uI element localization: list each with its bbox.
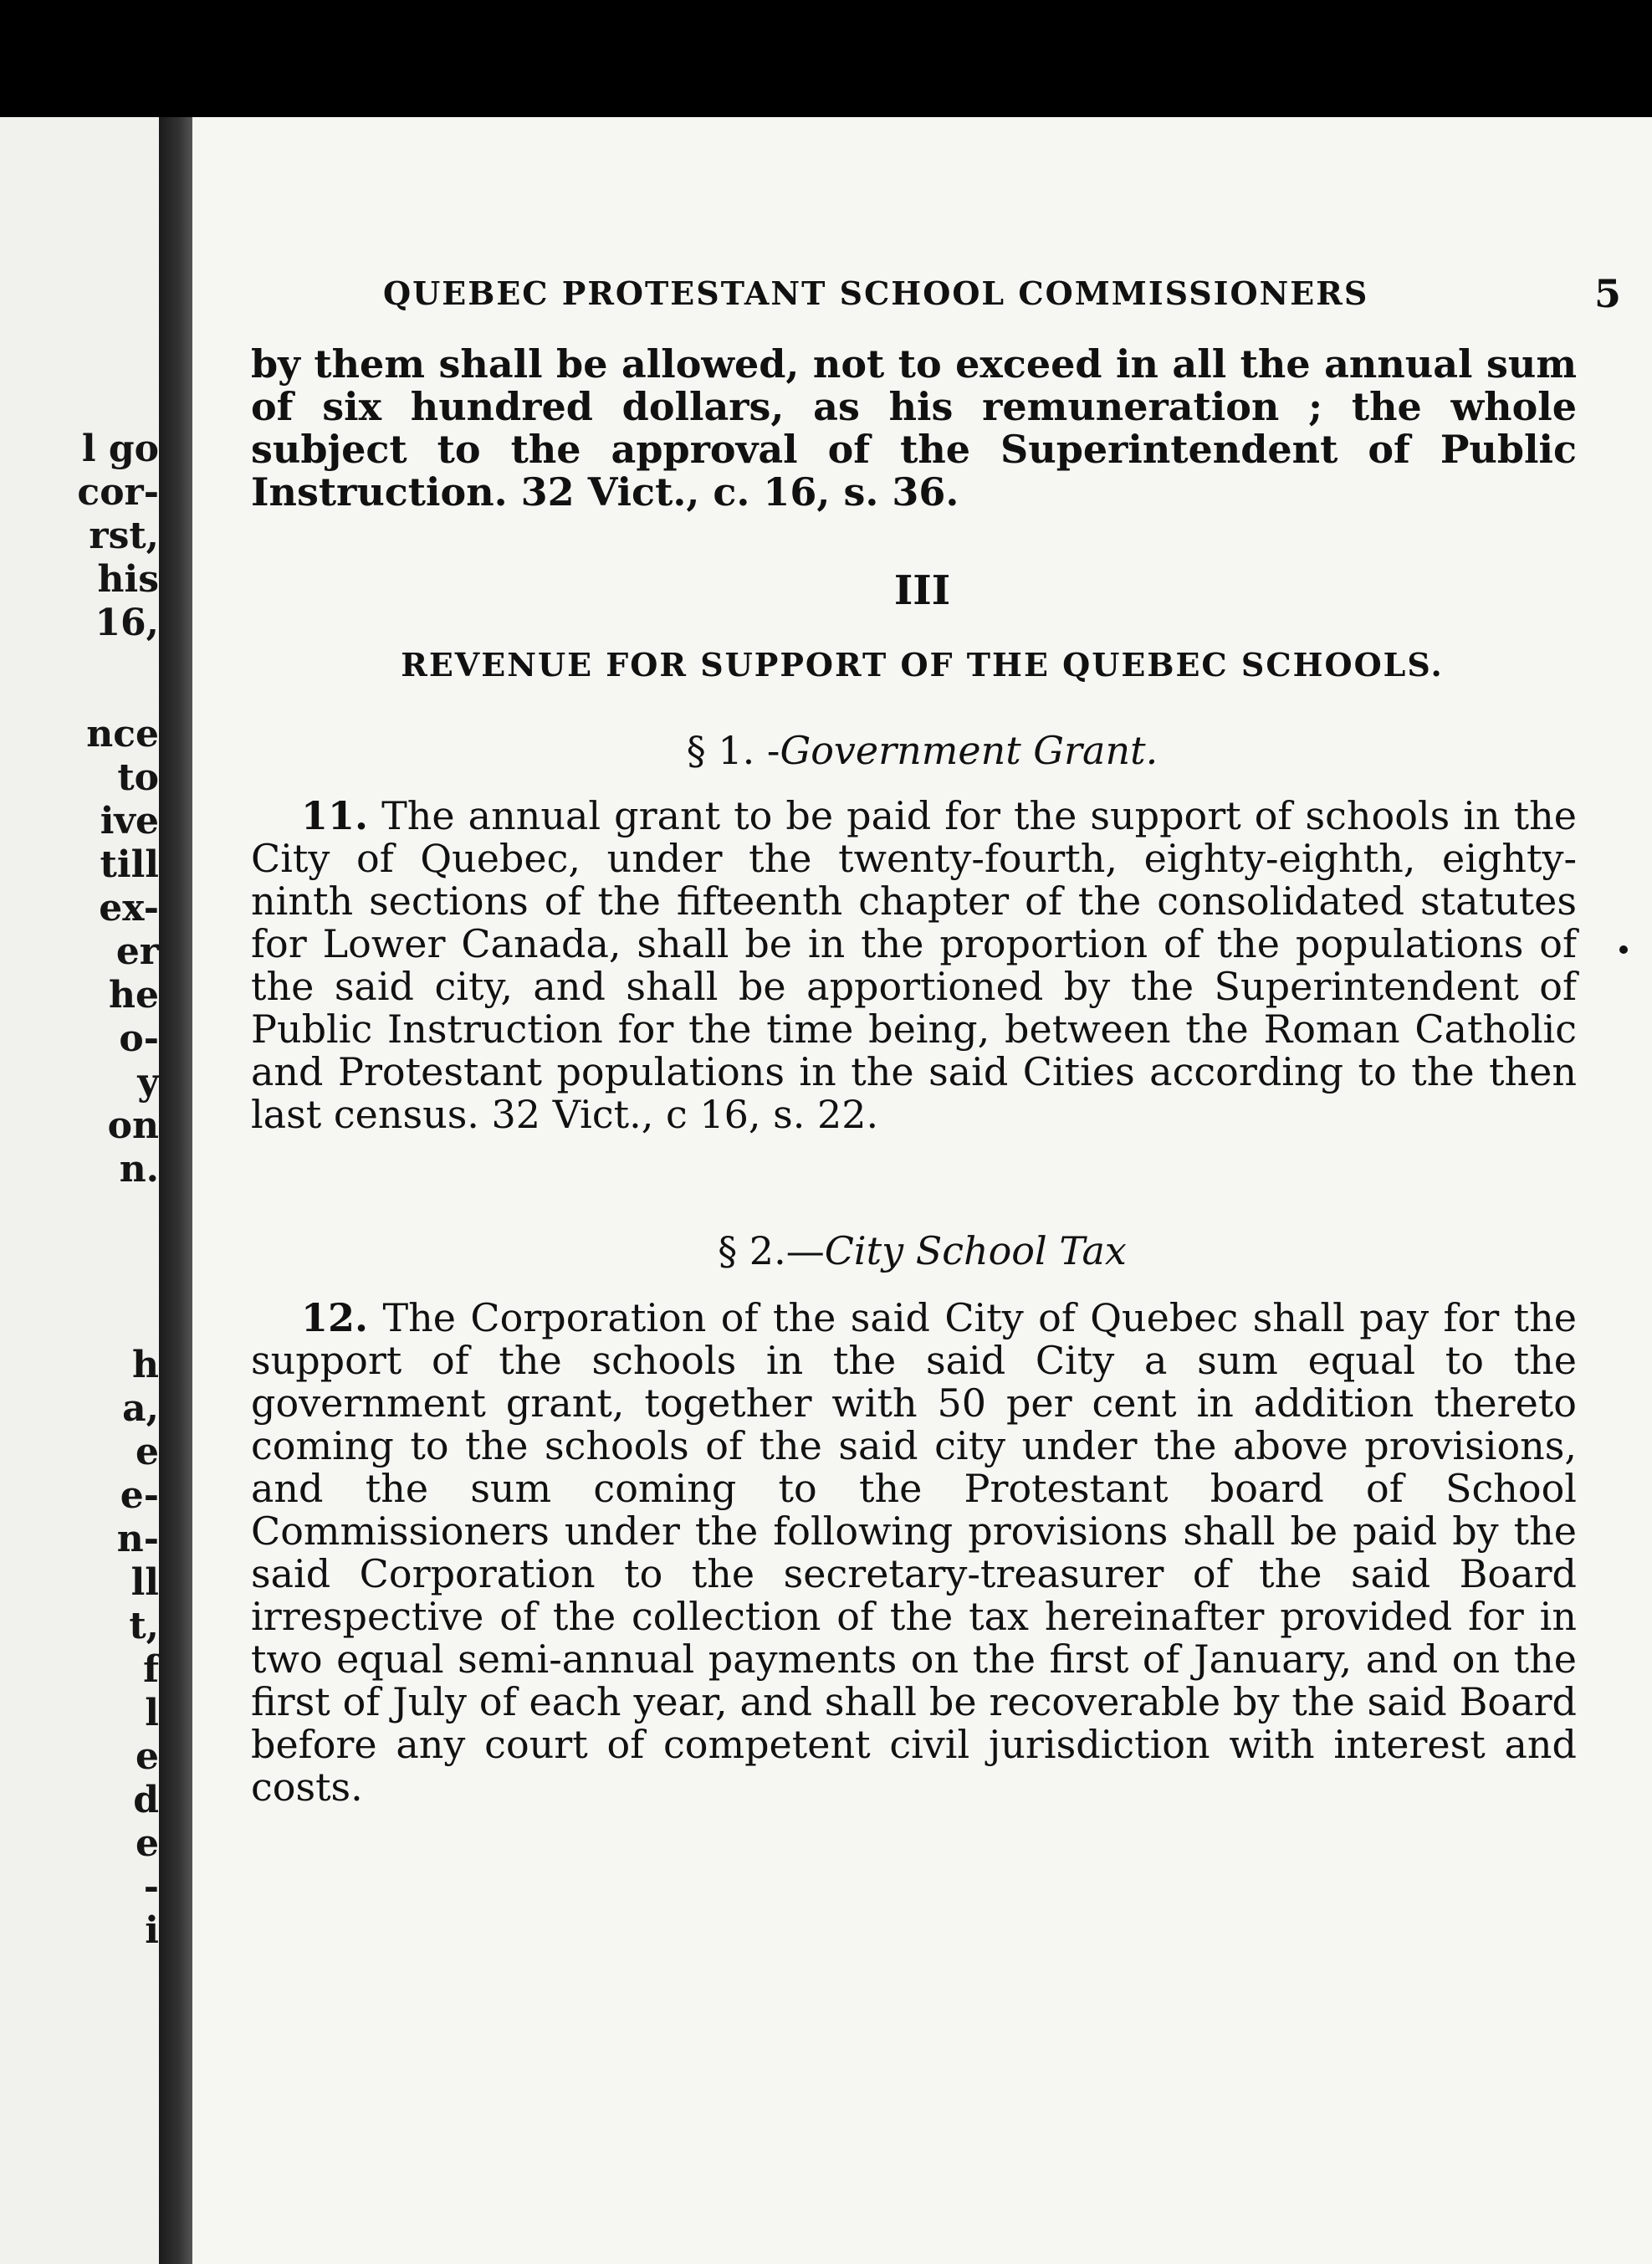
left-fragment: t, xyxy=(129,1605,159,1647)
paragraph-11 xyxy=(251,795,1577,1136)
paragraph-11-number: 11. xyxy=(301,793,369,838)
left-fragment: ex- xyxy=(99,887,159,930)
left-fragment: ive xyxy=(100,800,159,843)
section-1-heading xyxy=(192,728,1652,773)
left-fragment: to xyxy=(117,756,159,799)
left-fragment: a, xyxy=(122,1387,159,1430)
left-fragment: y xyxy=(137,1061,159,1104)
page xyxy=(192,117,1652,2264)
left-fragment: his xyxy=(97,558,159,601)
left-fragment: l xyxy=(145,1692,159,1734)
left-fragment: rst, xyxy=(89,515,159,557)
section-2-marker: § 2.— xyxy=(718,1228,825,1273)
running-head: QUEBEC PROTESTANT SCHOOL COMMISSIONERS xyxy=(383,274,1369,312)
section-1-marker: § 1. - xyxy=(686,728,780,773)
left-fragment: l go xyxy=(81,428,159,470)
left-fragment: h xyxy=(132,1344,159,1386)
paragraph-11-text: The annual grant to be paid for the support of schools in the City of Quebec, under the twenty-fourth, eighty-eighth, eighty-ninth sections of the fifteenth chapter of the consolidated statutes for Lower Canada, shall be in the proportion of the populations of the said city, and shall be apportioned by the Superintendent of Public Instruction for the time being, between the Roman Catholic and Protestant populations in the said Cities according to the then last census. 32 Vict., c 16, s. 22. xyxy=(251,793,1578,1137)
left-fragment: till xyxy=(100,843,159,886)
continuation-paragraph: by them shall be allowed, not to exceed in all the annual sum of six hundred dollars, as his remuneration ; the whole subject to the approval of the Superintendent of Public Instruction. 32 Vict., c. 16, s. 36. xyxy=(251,341,1577,515)
left-fragment: e xyxy=(136,1822,159,1865)
section-2-title: City School Tax xyxy=(824,1228,1127,1273)
paragraph-12 xyxy=(251,1297,1577,1809)
section-2-heading xyxy=(192,1228,1652,1273)
left-fragment: n- xyxy=(116,1518,159,1560)
left-page xyxy=(0,117,159,2264)
left-fragment: nce xyxy=(86,713,159,756)
left-fragment: d xyxy=(133,1779,159,1821)
left-fragment: he xyxy=(109,974,159,1017)
left-fragment: on xyxy=(107,1104,159,1147)
paragraph-12-number: 12. xyxy=(301,1295,369,1340)
left-fragment: e xyxy=(136,1431,159,1473)
page-header xyxy=(383,271,1621,325)
left-fragment: 16, xyxy=(95,602,159,644)
book-gutter xyxy=(159,117,192,2264)
left-fragment: f xyxy=(143,1648,159,1691)
page-number: 5 xyxy=(1593,271,1621,316)
left-fragment: e- xyxy=(120,1474,159,1517)
section-1-title: Government Grant. xyxy=(780,728,1158,773)
left-fragment: cor- xyxy=(77,471,159,514)
left-fragment: er xyxy=(115,930,159,973)
left-fragment: e xyxy=(136,1735,159,1778)
left-fragment: i xyxy=(145,1909,159,1952)
chapter-title: REVENUE FOR SUPPORT OF THE QUEBEC SCHOOLS. xyxy=(401,646,1444,684)
paragraph-12-text: The Corporation of the said City of Quebec shall pay for the support of the schools in the said City a sum equal to the government grant, together with 50 per cent in addition thereto coming to the schools of the said city under the above provisions, and the sum coming to the Protestant board of School Commissioners under the following provisions shall be paid by the said Corporation to the secretary-treasurer of the said Board irrespective of the collection of the tax hereinafter provided for in two equal semi-annual payments on the first of January, and on the first of July of each year, and shall be recoverable by the said Board before any court of competent civil jurisdiction with interest and costs. xyxy=(251,1295,1577,1810)
left-fragment: - xyxy=(143,1866,159,1908)
margin-dot xyxy=(1619,945,1628,954)
left-fragment: n. xyxy=(119,1148,159,1191)
chapter-number: III xyxy=(893,567,951,614)
left-fragment: ll xyxy=(130,1561,159,1604)
left-fragment: o- xyxy=(119,1017,159,1060)
